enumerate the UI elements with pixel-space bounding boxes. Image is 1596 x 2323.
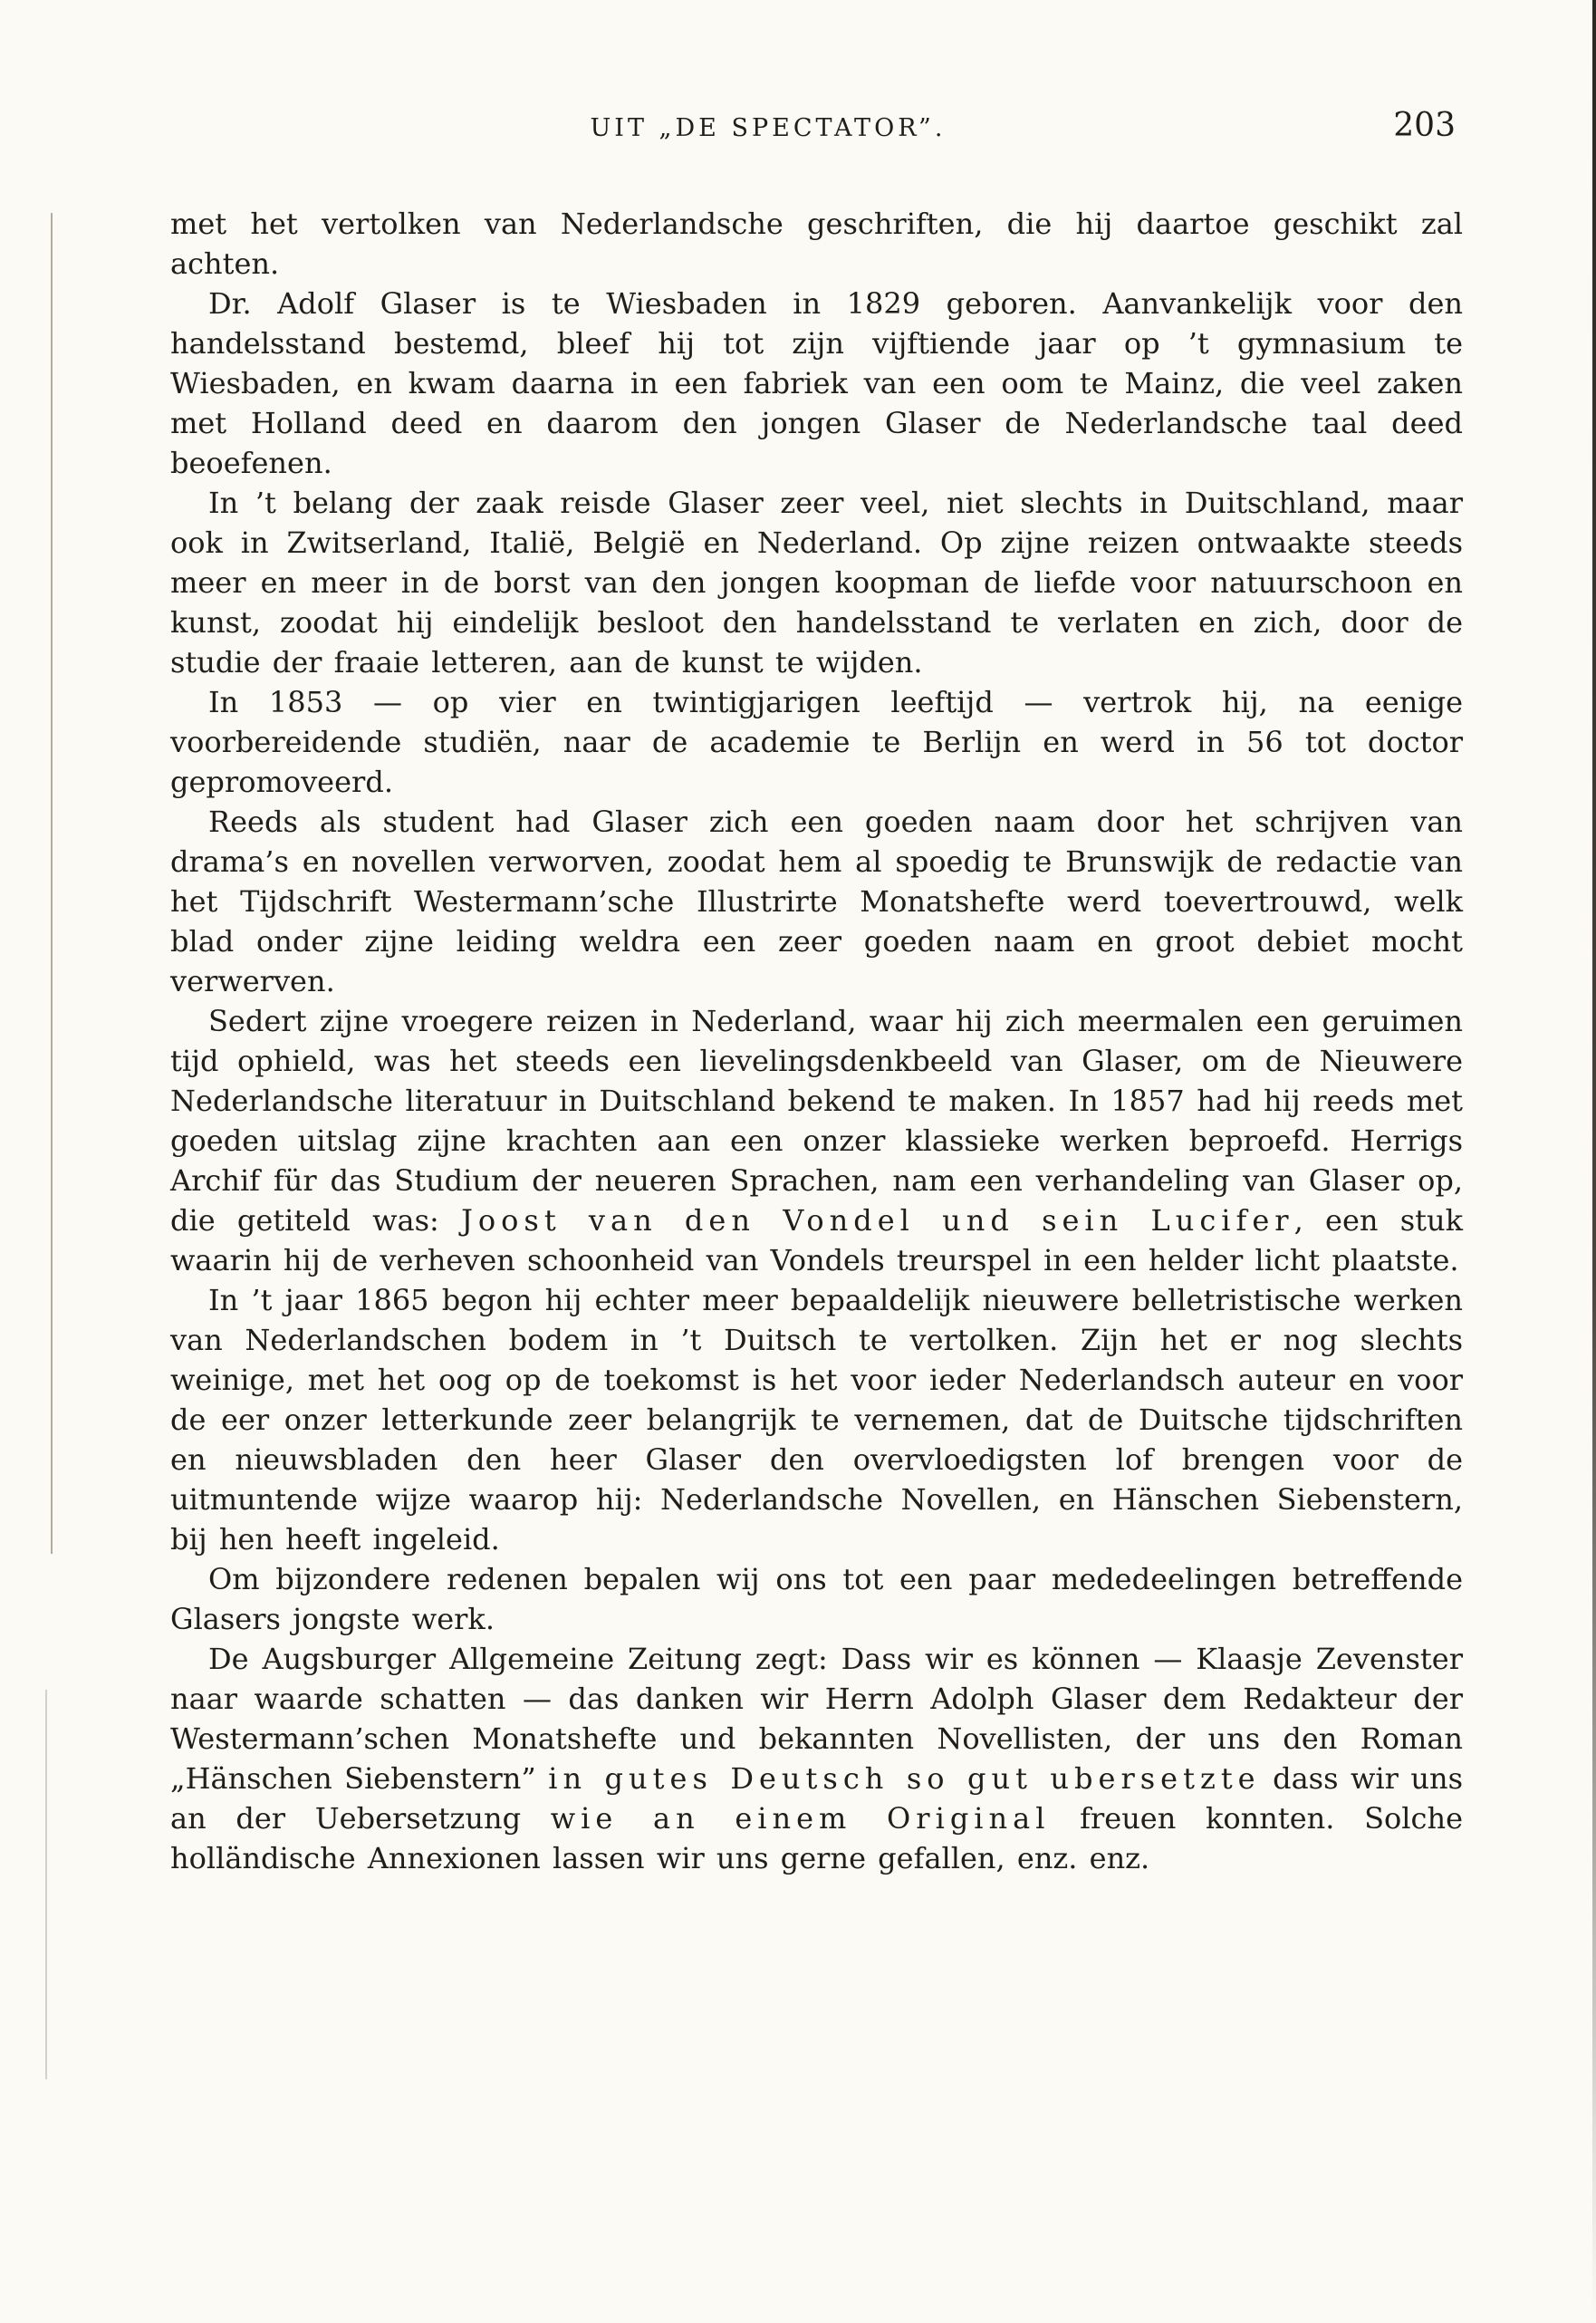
paragraph bbox=[170, 1639, 1463, 1878]
paragraph bbox=[170, 284, 1463, 483]
paragraph bbox=[170, 1559, 1463, 1639]
paragraph bbox=[170, 682, 1463, 802]
paragraph bbox=[170, 1001, 1463, 1280]
text-run: In 1853 — op vier en twintigjarigen leeftijd — vertrok hij, na eenige voorbereidende studiën, naar de academie te Berlijn en werd in 56 tot doctor gepromoveerd. bbox=[170, 685, 1463, 799]
scan-artifact-line bbox=[51, 213, 53, 1554]
text-run: met het vertolken van Nederlandsche geschriften, die hij daartoe geschikt zal achten. bbox=[170, 207, 1463, 281]
paragraph bbox=[170, 802, 1463, 1001]
letterspaced-text: wie an einem Original bbox=[550, 1801, 1051, 1836]
letterspaced-text: Joost van den Vondel und sein Lucifer bbox=[461, 1203, 1294, 1238]
text-run: In ’t belang der zaak reisde Glaser zeer veel, niet slechts in Duitschland, maar ook in Zwitserland, Italië, België en Nederland. Op zijne reizen ontwaakte steeds meer en meer in de borst van den jongen koopman de liefde voor natuurschoon en kunst, zoodat hij eindelijk besloot den handelsstand te verlaten en zich, door de studie der fraaie letteren, aan de kunst te wijden. bbox=[170, 486, 1463, 680]
scan-artifact-line bbox=[45, 1690, 47, 2079]
letterspaced-text: in gutes Deutsch so gut ubersetzte bbox=[548, 1761, 1261, 1796]
text-run: Reeds als student had Glaser zich een goeden naam door het schrijven van drama’s en novellen verworven, zoodat hem al spoedig te Brunswijk de redactie van het Tijdschrift Westermann’sche Illustrirte Monatshefte werd toevertrouwd, welk blad onder zijne leiding weldra een zeer goeden naam en groot debiet mocht verwerven. bbox=[170, 805, 1463, 998]
text-run: In ’t jaar 1865 begon hij echter meer bepaaldelijk nieuwere belletristische werken van Nederlandschen bodem in ’t Duitsch te vertolken. Zijn het er nog slechts weinige, met het oog op de toekomst is het voor ieder Nederlandsch auteur en voor de eer onzer letterkunde zeer belangrijk te vernemen, dat de Duitsche tijdschriften en nieuwsbladen den heer Glaser den overvloedigsten lof brengen voor de uitmuntende wijze waarop hij: Nederlandsche Novellen, en Hänschen Siebenstern, bij hen heeft ingeleid. bbox=[170, 1283, 1463, 1557]
paragraph bbox=[170, 204, 1463, 284]
body-text bbox=[170, 204, 1463, 1878]
text-run: freuen konnten. Solche holländische Annexionen lassen wir uns gerne gefallen, enz. enz. bbox=[170, 1801, 1464, 1875]
text-run: Sedert zijne vroegere reizen in Nederland, waar hij zich meermalen een geruimen tijd ophield, was het steeds een lievelingsdenkbeeld van Glaser, om de Nieuwere Nederlandsche literatuur in Duitschland bekend te maken. In 1857 had hij reeds met goeden uitslag zijne krachten aan een onzer klassieke werken beproefd. Herrigs Archif für das Studium der neueren Sprachen, nam een verhandeling van Glaser op, die getiteld was: bbox=[170, 1004, 1463, 1238]
scan-page-edge-shadow bbox=[1592, 0, 1596, 2323]
text-run: De Augsburger Allgemeine Zeitung zegt: Dass wir es können — Klaasje Zevenster naar waarde schatten — das danken wir Herrn Adolph Glaser dem Redakteur der Westermann’schen Monatshefte und bekannten Novellisten, der uns den Roman „Hänschen Siebenstern” bbox=[170, 1642, 1463, 1796]
paragraph bbox=[170, 1280, 1463, 1559]
paragraph bbox=[170, 483, 1463, 682]
text-run: dass wir uns an der Uebersetzung bbox=[170, 1761, 1464, 1836]
page-number: 203 bbox=[1393, 107, 1456, 144]
text-run: Dr. Adolf Glaser is te Wiesbaden in 1829 geboren. Aanvankelijk voor den handelsstand bestemd, bleef hij tot zijn vijftiende jaar op ’t gymnasium te Wiesbaden, en kwam daarna in een fabriek van een oom te Mainz, die veel zaken met Holland deed en daarom den jongen Glaser de Nederlandsche taal deed beoefenen. bbox=[170, 286, 1463, 480]
page-header bbox=[170, 107, 1463, 150]
text-run: Om bijzondere redenen bepalen wij ons tot een paar mededeelingen betreffende Glasers jongste werk. bbox=[170, 1562, 1463, 1636]
running-title: UIT „DE SPECTATOR”. bbox=[590, 114, 947, 142]
text-run: , een stuk waarin hij de verheven schoonheid van Vondels treurspel in een helder licht plaatste. bbox=[170, 1203, 1464, 1277]
